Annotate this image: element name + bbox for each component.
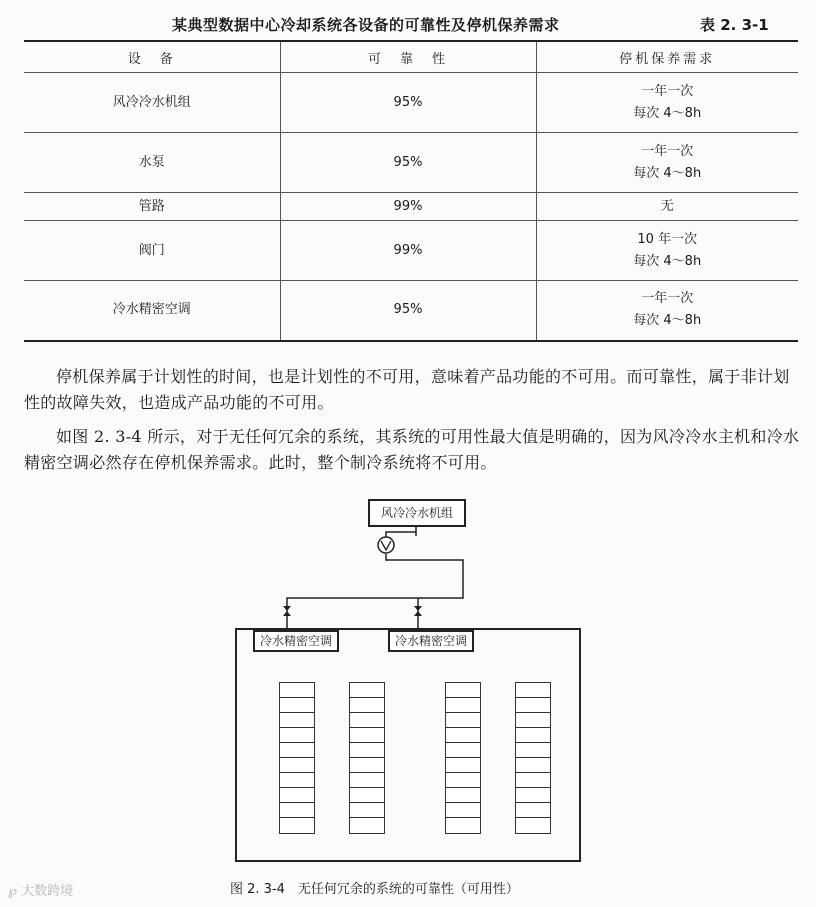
server-rack bbox=[515, 682, 551, 834]
header-device: 设 备 bbox=[24, 41, 280, 73]
cell-reliability: 95% bbox=[280, 281, 536, 341]
server-rack bbox=[279, 682, 315, 834]
cell-device: 阀门 bbox=[24, 221, 280, 281]
chiller-box: 风冷冷水机组 bbox=[368, 499, 466, 527]
valve-icon bbox=[283, 606, 291, 616]
server-rack bbox=[349, 682, 385, 834]
crac-box-1: 冷水精密空调 bbox=[253, 630, 339, 652]
header-reliability: 可 靠 性 bbox=[280, 41, 536, 73]
watermark bbox=[8, 880, 73, 899]
maintenance-line: 一年一次 bbox=[641, 143, 694, 159]
cell-device: 冷水精密空调 bbox=[24, 281, 280, 341]
cell-device: 管路 bbox=[24, 193, 280, 221]
figure-caption: 图 2. 3-4 无任何冗余的系统的可靠性（可用性） bbox=[230, 882, 519, 897]
pipe-main bbox=[287, 554, 463, 632]
cell-reliability: 95% bbox=[280, 133, 536, 193]
cell-device: 风冷冷水机组 bbox=[24, 73, 280, 133]
valve-icon bbox=[414, 606, 422, 616]
maintenance-line: 一年一次 bbox=[641, 291, 694, 307]
maintenance-line: 10 年一次 bbox=[637, 231, 698, 247]
watermark-icon: ℘ bbox=[8, 884, 18, 899]
cell-device: 水泵 bbox=[24, 133, 280, 193]
pipe-chiller-left bbox=[386, 532, 416, 538]
maintenance-line: 每次 4～8h bbox=[633, 313, 702, 329]
maintenance-line: 每次 4～8h bbox=[633, 165, 702, 181]
cell-reliability: 99% bbox=[280, 193, 536, 221]
table-number: 表 2. 3-1 bbox=[700, 16, 769, 34]
table-title: 某典型数据中心冷却系统各设备的可靠性及停机保养需求 bbox=[172, 16, 560, 34]
maintenance-line: 每次 4～8h bbox=[633, 253, 702, 269]
watermark-text: 大数跨境 bbox=[21, 884, 74, 899]
pump-icon bbox=[378, 537, 394, 553]
header-maintenance: 停机保养需求 bbox=[536, 41, 798, 73]
crac-box-2: 冷水精密空调 bbox=[388, 630, 474, 652]
paragraph-maintenance: 停机保养属于计划性的时间，也是计划性的不可用，意味着产品功能的不可用。而可靠性，属于非计划性的故障失效，也造成产品功能的不可用。 bbox=[24, 367, 790, 412]
paragraph-figure-ref: 如图 2. 3-4 所示，对于无任何冗余的系统，其系统的可用性最大值是明确的，因为风冷冷水主机和冷水精密空调必然存在停机保养需求。此时，整个制冷系统将不可用。 bbox=[24, 427, 800, 472]
maintenance-line: 一年一次 bbox=[641, 83, 694, 99]
cell-reliability: 99% bbox=[280, 221, 536, 281]
server-rack bbox=[445, 682, 481, 834]
cell-reliability: 95% bbox=[280, 73, 536, 133]
maintenance-line: 每次 4～8h bbox=[633, 105, 702, 121]
maintenance-line: 无 bbox=[660, 198, 674, 214]
